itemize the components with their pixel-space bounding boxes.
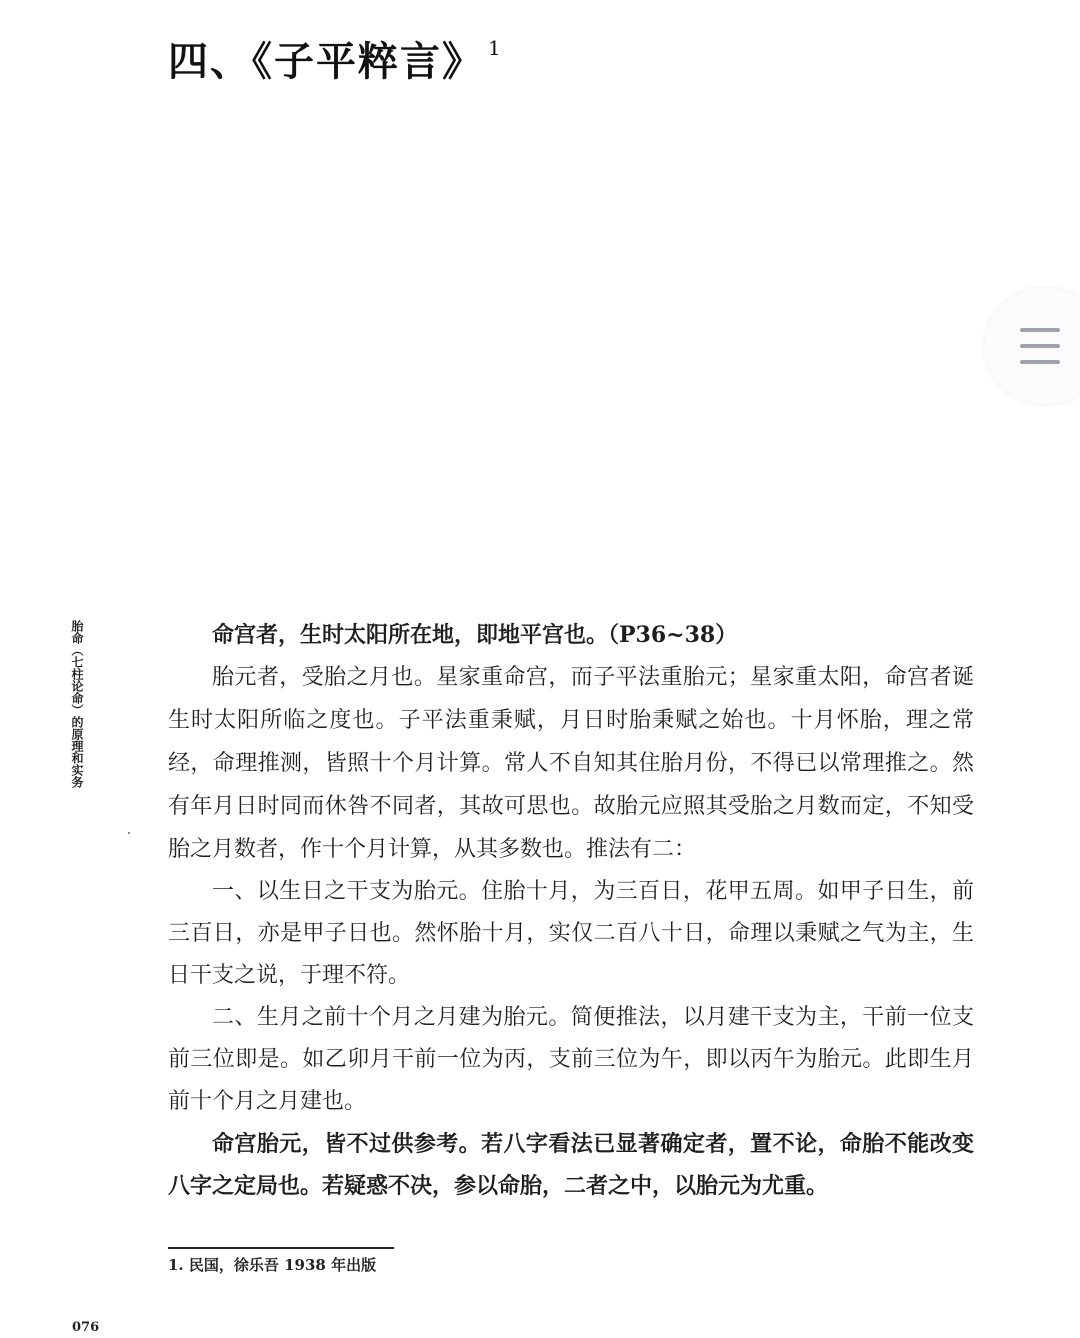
hamburger-menu-icon-bar [1020,360,1060,364]
hamburger-menu-icon [1020,328,1060,332]
footnote-divider [168,1247,394,1249]
scan-speck [128,832,130,834]
paragraph-tai-yuan [168,656,974,871]
chapter-title-text: 四、《子平粹言》 [168,38,484,85]
paragraph-method-one: 一、以生日之干支为胎元。住胎十月，为三百日，花甲五周。如甲子日生，前三百日，亦是甲子日也。然怀胎十月，实仅二百八十日，命理以秉赋之气为主，生日干支之说，于理不符。 [168,879,974,988]
running-head: 胎命（七柱论命）的原理和实务 [70,620,84,788]
hamburger-menu-icon-bar [1020,344,1060,348]
menu-button[interactable] [985,288,1080,404]
paragraph-method-two: 二、生月之前十个月之月建为胎元。简便推法，以月建干支为主，干前一位支前三位即是。如乙卯月干前一位为丙，支前三位为午，即以丙午为胎元。此即生月前十个月之月建也。 [168,1005,974,1114]
footnote-marker: 1 [488,35,503,60]
paragraph-ming-gong: 命宫者，生时太阳所在地，即地平宫也。（P36~38） [212,622,738,648]
page-number: 076 [72,1320,100,1335]
footnote: 1. 民国，徐乐吾 1938 年出版 [168,1256,377,1274]
chapter-title [168,30,503,87]
body-text [168,614,974,1207]
paragraph-conclusion: 命宫胎元，皆不过供参考。若八字看法已显著确定者，置不论，命胎不能改变八字之定局也。若疑惑不决，参以命胎，二者之中，以胎元为尤重。 [168,1131,974,1199]
paragraph-tai-yuan-text: 胎元者，受胎之月也。星家重命宫，而子平法重胎元；星家重太阳，命宫者诞生时太阳所临之度也。子平法重秉赋，月日时胎秉赋之始也。十月怀胎，理之常经，命理推测，皆照十个月计算。常人不自知其住胎月份，不得已以常理推之。然有年月日时同而休咎不同者，其故可思也。故胎元应照其受胎之月数而定，不知受胎之月数者，作十个月计算，从其多数也。推法有二： [168,665,974,862]
